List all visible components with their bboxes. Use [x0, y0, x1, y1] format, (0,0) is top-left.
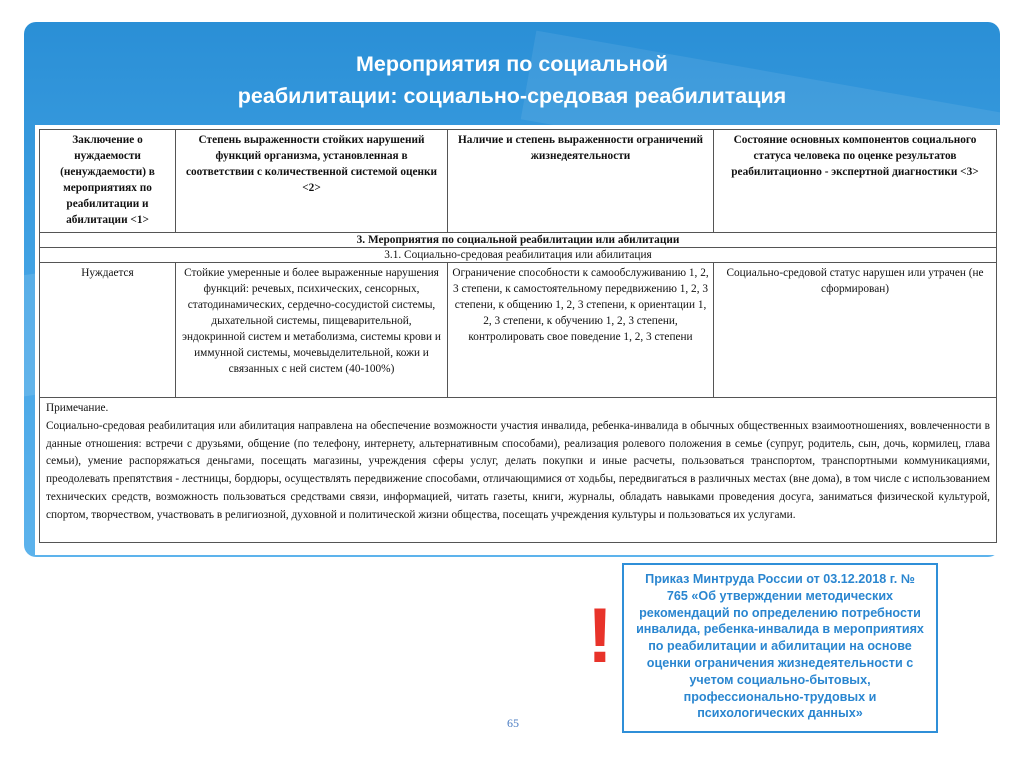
- header-cell-social-status: Состояние основных компонентов социального статуса человека по оценке результатов реабилитационно - экспертной диагностики <3>: [714, 130, 997, 233]
- note-row: [40, 398, 997, 543]
- cell-social-status: Социально-средовой статус нарушен или утрачен (не сформирован): [714, 263, 997, 398]
- slide-title-line-1: Мероприятия по социальной: [355, 52, 669, 76]
- rehabilitation-table: [39, 129, 997, 543]
- slide-title: [0, 48, 1024, 112]
- header-cell-need: Заключение о нуждаемости (ненуждаемости) в мероприятиях по реабилитации и абилитации <1>: [40, 130, 176, 233]
- section-title: 3. Мероприятия по социальной реабилитации или абилитации: [40, 233, 997, 248]
- table-row: [40, 263, 997, 398]
- exclamation-icon: !: [587, 591, 613, 679]
- note-cell: [40, 398, 997, 543]
- order-reference-box: [622, 563, 938, 733]
- cell-need: Нуждается: [40, 263, 176, 398]
- table-header-row: [40, 130, 997, 233]
- page-number: 65: [507, 716, 519, 730]
- cell-severity: Стойкие умеренные и более выраженные нарушения функций: речевых, психических, сенсорных, статодинамических, сердечно-сосудистой системы, дыхательной системы, пищеварительной, эндокринной систем и метаболизма, системы крови и иммунной системы, мочевыделительной, кожи и связанных с ней систем (40-100%): [176, 263, 448, 398]
- note-title: Примечание.: [46, 402, 109, 414]
- header-cell-limitations: Наличие и степень выраженности ограничений жизнедеятельности: [448, 130, 714, 233]
- subsection-title: 3.1. Социально-средовая реабилитация или абилитация: [40, 248, 997, 263]
- header-cell-severity: Степень выраженности стойких нарушений функций организма, установленная в соответствии с количественной системой оценки <2>: [176, 130, 448, 233]
- document-excerpt: [35, 125, 1000, 555]
- slide-title-line-2: реабилитации: социально-средовая реабилитация: [237, 84, 787, 108]
- section-row: [40, 233, 997, 248]
- order-reference-text: Приказ Минтруда России от 03.12.2018 г. № 765 «Об утверждении методических рекомендаций по определению потребности инвалида, ребенка-инвалида в мероприятиях по реабилитации и абилитации на основе оценки ограничения жизнедеятельности с учетом социально-бытовых, профессионально-трудовых и психологических данных»: [636, 572, 924, 721]
- note-text: Социально-средовая реабилитация или абилитация направлена на обеспечение возможности участия инвалида, ребенка-инвалида в обычных общественных взаимоотношениях, вовлеченности в данные отношения: встречи с друзьями, общение (по телефону, интернету, альтернативным способами), реализация ролевого положения в семье (супруг, родитель, сын, дочь, кормилец, глава семьи), умение распоряжаться деньгами, посещать магазины, учреждения сферы услуг, делать покупки и иные расчеты, пользоваться транспортом, транспортными коммуникациями, преодолевать препятствия - лестницы, бордюры, осуществлять передвижение способами, отличающимися от ходьбы, передвигаться в различных местах (вне дома), в том числе с использованием технических средств, возможность пользоваться средствами связи, информацией, читать газеты, книги, журналы, обладать навыками проведения досуга, заниматься физической культурой, спортом, творчеством, участвовать в религиозной, духовной и политической жизни общества, посещать учреждения культуры и пользоваться их услугами.: [46, 419, 990, 521]
- subsection-row: [40, 248, 997, 263]
- cell-limitations: Ограничение способности к самообслуживанию 1, 2, 3 степени, к самостоятельному передвижению 1, 2, 3 степени, к общению 1, 2, 3 степени, к ориентации 1, 2, 3 степени, к обучению 1, 2, 3 степени, контролировать свое поведение 1, 2, 3 степени: [448, 263, 714, 398]
- cropped-edge: [35, 548, 1000, 555]
